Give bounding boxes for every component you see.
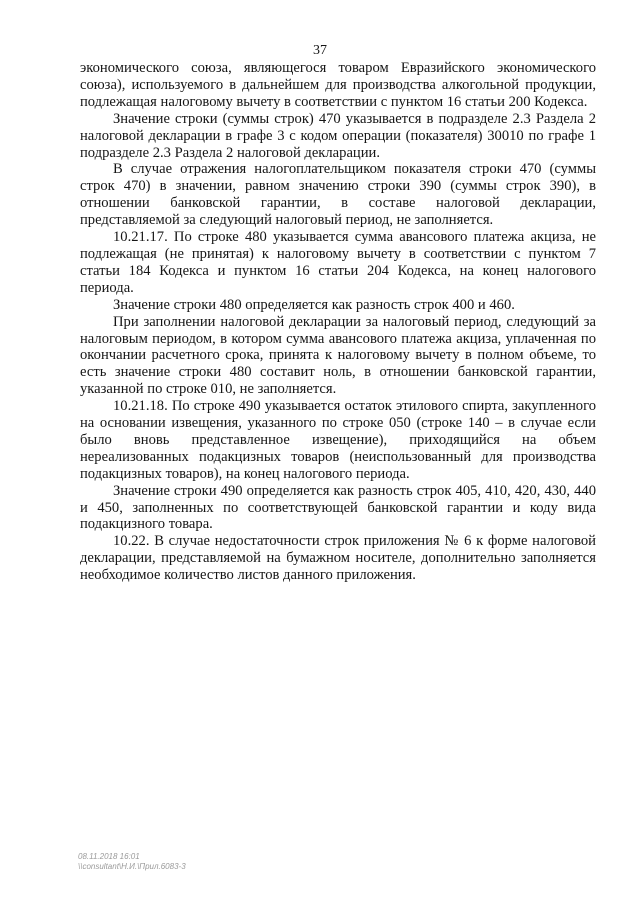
paragraph-10-21-18: 10.21.18. По строке 490 указывается остаток этилового спирта, закупленного на основании извещения, указанного по строке 050 (строке 140 – в случае если было вновь представленное извещение), приходящийся на объем нереализованных подакцизных товаров (неиспользованный для производства подакцизных товаров), на конец налогового периода.: [80, 398, 596, 482]
paragraph-10-22: 10.22. В случае недостаточности строк приложения № 6 к форме налоговой декларации, представляемой на бумажном носителе, дополнительно заполняется необходимое количество листов данного приложения.: [80, 533, 596, 584]
page-number: 37: [313, 43, 327, 58]
paragraph-line-490-value: Значение строки 490 определяется как разность строк 405, 410, 420, 430, 440 и 450, заполненных по соответствующей банковской гарантии и коду вида подакцизного товара.: [80, 482, 596, 533]
paragraph-continuation: экономического союза, являющегося товаром Евразийского экономического союза), используемого в дальнейшем для производства алкогольной продукции, подлежащая налоговому вычету в соответствии с пунктом 16 статьи 200 Кодекса.: [80, 60, 596, 110]
paragraph-10-21-17: 10.21.17. По строке 480 указывается сумма авансового платежа акциза, не подлежащая (не принятая) к налоговому вычету в соответствии с пунктом 7 статьи 184 Кодекса и пунктом 16 статьи 204 Кодекса, на конец налогового периода.: [80, 229, 596, 296]
document-body: [80, 60, 596, 584]
paragraph-line-480-value: Значение строки 480 определяется как разность строк 400 и 460.: [113, 296, 515, 313]
document-footer: [78, 852, 186, 872]
paragraph-line-470-bank-guarantee: В случае отражения налогоплательщиком показателя строки 470 (суммы строк 470) в значении, равном значению строки 390 (суммы строк 390), в отношении банковской гарантии, в составе налоговой декларации, представляемой за следующий налоговый период, не заполняется.: [80, 161, 596, 229]
paragraph-line-470-value: Значение строки (суммы строк) 470 указывается в подразделе 2.3 Раздела 2 налоговой декларации в графе 3 с кодом операции (показателя) 30010 по графе 1 подразделе 2.3 Раздела 2 налоговой декларации.: [80, 110, 596, 161]
footer-timestamp: 08.11.2018 16:01: [78, 852, 140, 861]
paragraph-line-480-zero: При заполнении налоговой декларации за налоговый период, следующий за налоговым периодом, в котором сумма авансового платежа акциза, уплаченная по окончании расчетного срока, принята к налоговому вычету в полном объеме, то есть значение строки 480 составит ноль, в отношении банковской гарантии, указанной по строке 010, не заполняется.: [80, 313, 596, 398]
footer-file-path: \\consultant\Н.И.\Прил.6083-3: [78, 862, 186, 871]
